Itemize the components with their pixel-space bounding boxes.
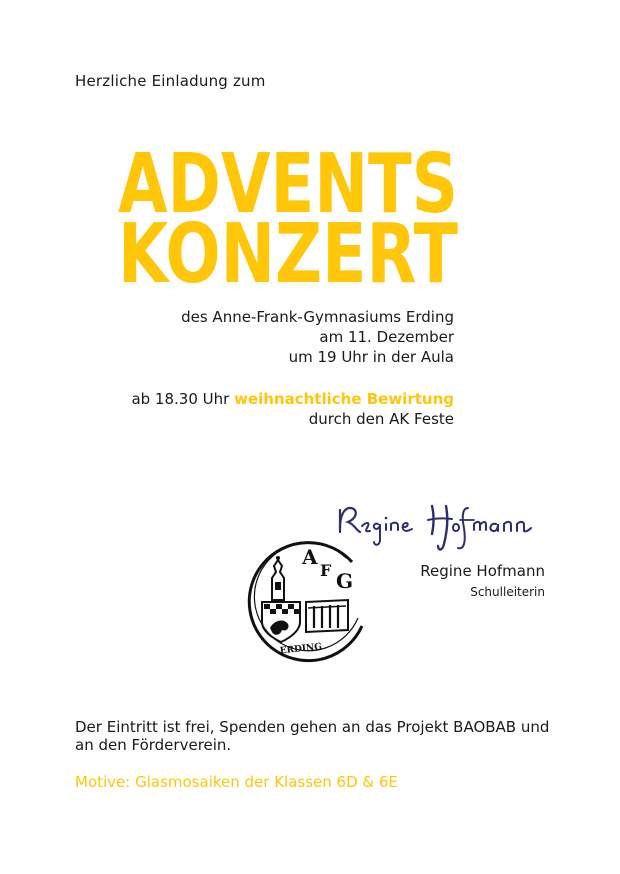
catering-prefix: ab 18.30 Uhr — [131, 390, 235, 408]
footer-note-line-1: Der Eintritt ist frei, Spenden gehen an das Projekt BAOBAB und — [75, 718, 550, 736]
event-date: am 11. Dezember — [319, 328, 454, 346]
signer-name: Regine Hofmann — [420, 562, 545, 580]
catering-details — [131, 389, 454, 429]
school-name: des Anne-Frank-Gymnasiums Erding — [181, 308, 454, 326]
title-line-2 — [116, 207, 460, 302]
footer-note-line-2: an den Förderverein. — [75, 736, 232, 754]
logo-letter-f: F — [320, 561, 332, 580]
event-time-place: um 19 Uhr in der Aula — [288, 348, 454, 366]
logo-place: ERDING — [279, 642, 323, 657]
school-logo — [244, 538, 370, 664]
motive-credit: Motive: Glasmosaiken der Klassen 6D & 6E — [75, 773, 398, 791]
intro-text: Herzliche Einladung zum — [75, 72, 266, 90]
event-details — [181, 307, 454, 367]
catering-line — [131, 389, 454, 409]
title-line-2-text: KONZERT — [118, 207, 459, 302]
catering-highlight: weihnachtliche Bewirtung — [234, 390, 454, 408]
signer-role: Schulleiterin — [470, 585, 545, 599]
catering-by: durch den AK Feste — [308, 410, 454, 428]
logo-letter-a: A — [302, 545, 318, 569]
title-line-1-text: ADVENTS — [118, 137, 458, 232]
logo-letter-g: G — [336, 569, 354, 593]
title-line-1 — [116, 137, 460, 232]
footer-note — [75, 718, 555, 754]
